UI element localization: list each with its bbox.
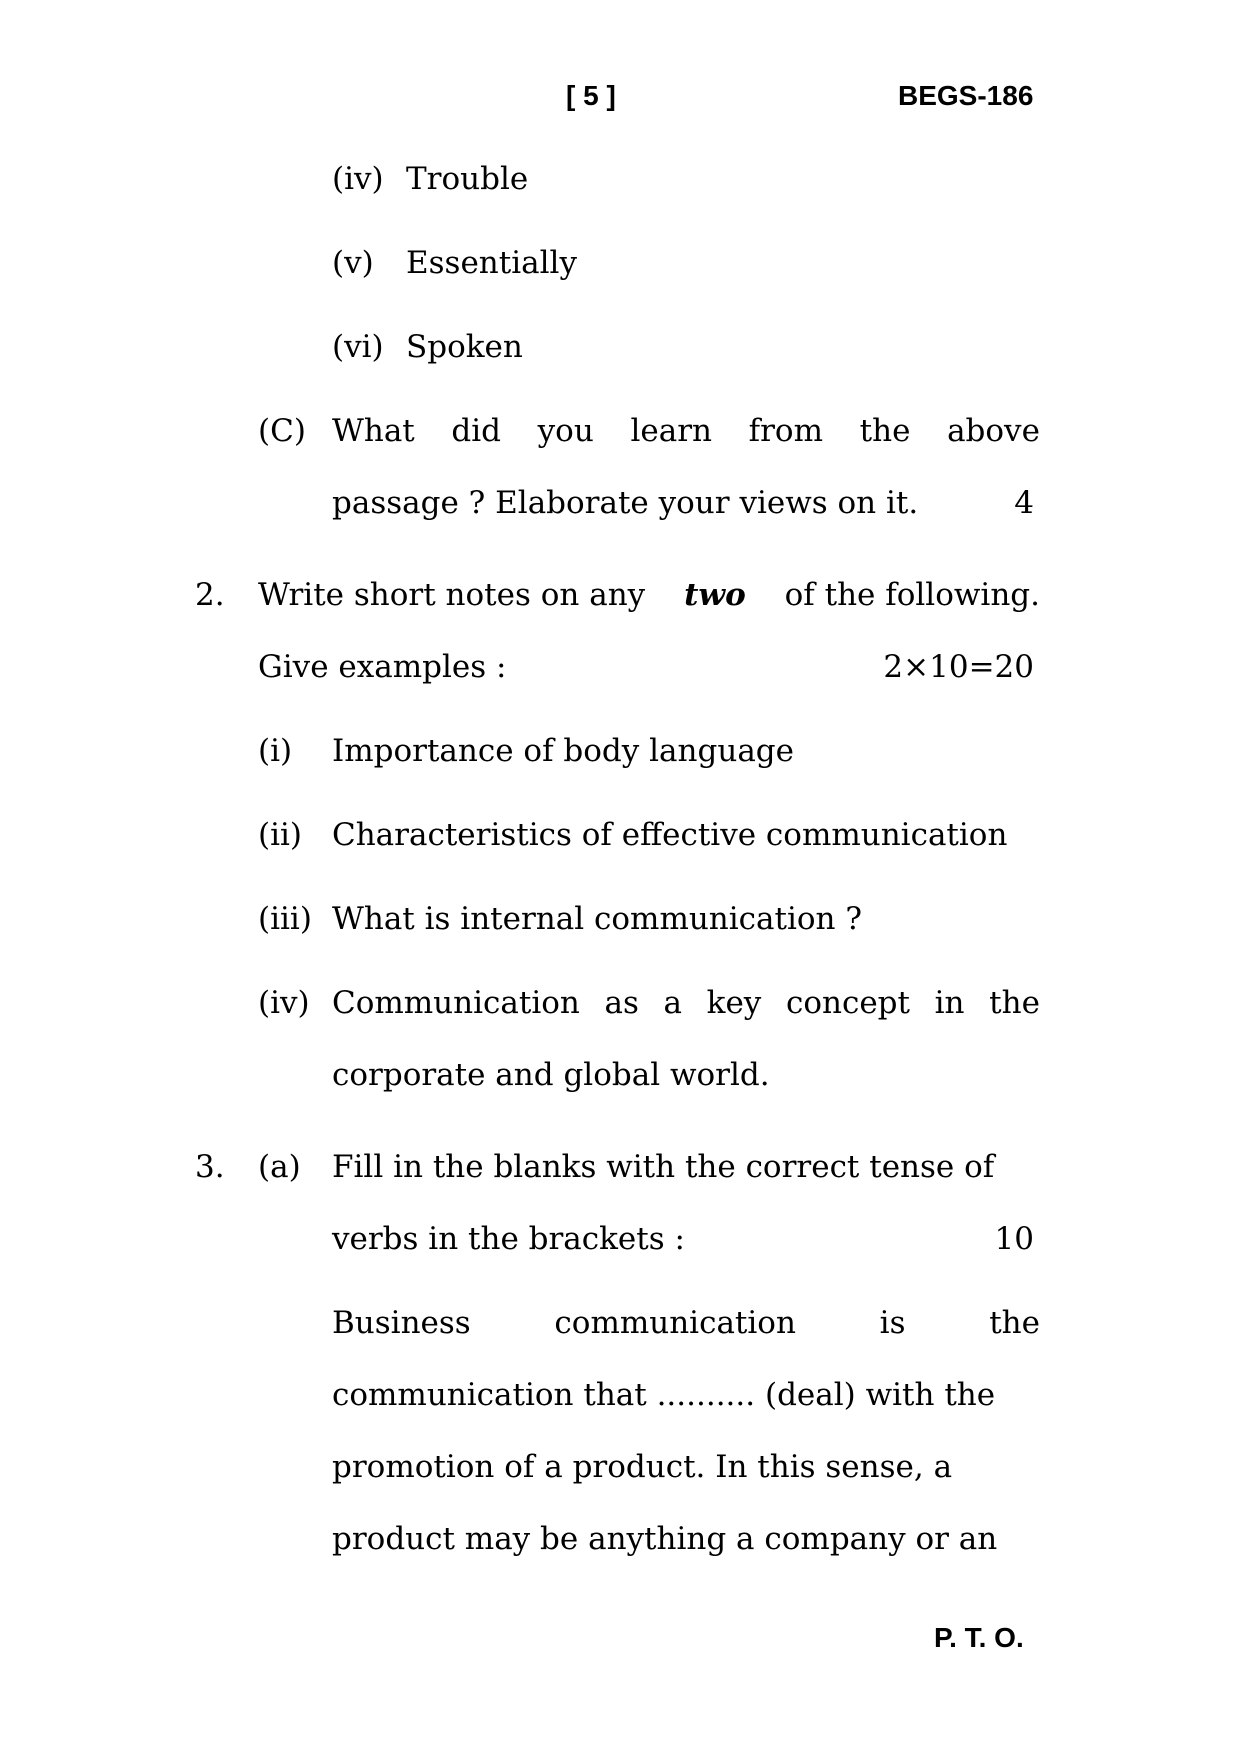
q1-c-line2: passage ? Elaborate your views on it. bbox=[332, 485, 919, 521]
q2-item-text: What is internal communication ? bbox=[332, 901, 862, 937]
q2-item-label: (iii) bbox=[258, 901, 312, 937]
q1-c-marks: 4 bbox=[1014, 485, 1034, 521]
q3-para-line4: product may be anything a company or an bbox=[332, 1521, 998, 1557]
q3-number: 3. bbox=[195, 1149, 225, 1185]
q1-item-label: (iv) bbox=[332, 161, 384, 197]
pto: P. T. O. bbox=[934, 1622, 1024, 1653]
q2-iv-line2: corporate and global world. bbox=[332, 1057, 770, 1093]
q3-a-line1: Fill in the blanks with the correct tense of bbox=[332, 1149, 995, 1185]
q2-number: 2. bbox=[195, 577, 225, 613]
q3-a-marks: 10 bbox=[994, 1221, 1034, 1257]
q1-item-text: Trouble bbox=[406, 161, 529, 197]
q1-item-text: Essentially bbox=[406, 245, 577, 281]
q1-item-label: (vi) bbox=[332, 329, 384, 365]
q1-c-label: (C) bbox=[258, 413, 306, 449]
q2-iv-line1: Communication as a key concept in the bbox=[332, 985, 1040, 1021]
q2-item-label: (ii) bbox=[258, 817, 303, 853]
q1-item-text: Spoken bbox=[406, 329, 523, 365]
q3-para-line2: communication that .......... (deal) with the bbox=[332, 1377, 996, 1413]
q2-line2: Give examples : bbox=[258, 649, 507, 685]
paper-code: BEGS-186 bbox=[898, 80, 1034, 111]
q2-item-text: Characteristics of effective communication bbox=[332, 817, 1008, 853]
q3-para-line3: promotion of a product. In this sense, a bbox=[332, 1449, 953, 1485]
q2-item-text: Importance of body language bbox=[332, 733, 794, 769]
q2-item-label: (i) bbox=[258, 733, 293, 769]
q3-a-label: (a) bbox=[258, 1149, 301, 1185]
q2-marks: 2×10=20 bbox=[883, 649, 1034, 685]
q3-a-line2: verbs in the brackets : bbox=[332, 1221, 685, 1257]
q2-line1: Write short notes on any two of the following. bbox=[258, 577, 1040, 613]
q3-para-line1: Business communication is the bbox=[332, 1305, 1040, 1341]
q2-item-label: (iv) bbox=[258, 985, 310, 1021]
q1-c-line1: What did you learn from the above bbox=[332, 413, 1040, 449]
page-number: [ 5 ] bbox=[566, 80, 616, 111]
q1-item-label: (v) bbox=[332, 245, 374, 281]
